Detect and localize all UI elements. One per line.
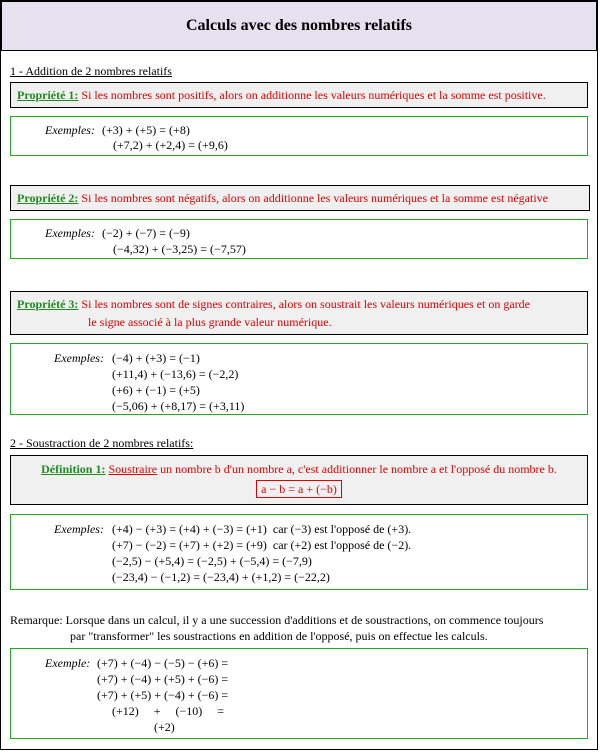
- property-3-text-2: le signe associé à la plus grande valeur numérique.: [88, 315, 332, 329]
- example-1-line-2: (+7,2) + (+2,4) = (+9,6): [113, 138, 228, 152]
- property-2-label: Propriété 2:: [17, 191, 79, 205]
- remark-line-1: Remarque: Lorsque dans un calcul, il y a une succession d'additions et de soustractions, on commence toujours: [10, 613, 544, 627]
- example-5-line-1: (+7) + (−4) − (−5) − (+6) =: [97, 656, 229, 670]
- example-2-line-2: (−4,32) + (−3,25) = (−7,57): [113, 242, 246, 256]
- example-4-line-4: (−23,4) − (−1,2) = (−23,4) + (+1,2) = (−22,2): [112, 570, 330, 584]
- remark: [10, 612, 590, 644]
- property-3-label: Propriété 3:: [17, 297, 79, 311]
- definition-1-label: Définition 1:: [41, 462, 106, 476]
- examples-3-box: [10, 343, 588, 415]
- example-2-line-1: (−2) + (−7) = (−9): [102, 226, 190, 240]
- page-title: Calculs avec des nombres relatifs: [1, 1, 597, 51]
- property-1-box: [10, 82, 588, 108]
- example-1-line-1: (+3) + (+5) = (+8): [102, 123, 190, 137]
- section-2-heading: 2 - Soustraction de 2 nombres relatifs:: [10, 436, 194, 450]
- example-5-line-4: (+12) + (−10) =: [112, 704, 225, 718]
- examples-2-box: [10, 219, 588, 259]
- examples-4-box: [10, 514, 588, 590]
- example-4-line-3: (−2,5) − (+5,4) = (−2,5) + (−5,4) = (−7,9): [112, 554, 312, 568]
- example-4-line-1: (+4) − (+3) = (+4) + (−3) = (+1) car (−3) est l'opposé de (+3).: [112, 522, 412, 536]
- section-1-heading: 1 - Addition de 2 nombres relatifs: [10, 64, 172, 78]
- examples-2-label: Exemples:: [45, 226, 95, 240]
- property-3-box: [10, 291, 588, 335]
- examples-4-label: Exemples:: [54, 522, 104, 536]
- definition-1-formula: a − b = a + (−b): [256, 480, 342, 498]
- example-5-line-2: (+7) + (−4) + (+5) + (−6) =: [97, 672, 229, 686]
- definition-1-keyword: Soustraire: [108, 462, 158, 476]
- example-3-line-3: (+6) + (−1) = (+5): [112, 383, 200, 397]
- example-4-line-2: (+7) − (−2) = (+7) + (+2) = (+9) car (+2) est l'opposé de (−2).: [112, 538, 412, 552]
- examples-1-box: [10, 116, 588, 156]
- property-1-label: Propriété 1:: [17, 88, 79, 102]
- examples-5-label: Exemple:: [45, 656, 91, 670]
- property-3-text-1: Si les nombres sont de signes contraires, alors on soustrait les valeurs numériques et on garde: [78, 297, 530, 311]
- remark-line-2: par "transformer" les soustractions en addition de l'opposé, puis on effectue les calculs.: [70, 629, 488, 643]
- property-1-text: Si les nombres sont positifs, alors on additionne les valeurs numériques et la somme est positive.: [78, 88, 546, 102]
- examples-3-label: Exemples:: [54, 351, 104, 365]
- example-3-line-1: (−4) + (+3) = (−1): [112, 351, 200, 365]
- examples-1-label: Exemples:: [45, 123, 95, 137]
- property-2-box: [10, 185, 590, 211]
- example-3-line-4: (−5,06) + (+8,17) = (+3,11): [112, 399, 245, 413]
- examples-5-box: [10, 648, 588, 739]
- example-5-line-5: (+2): [154, 720, 175, 734]
- example-5-line-3: (+7) + (+5) + (−4) + (−6) =: [97, 688, 229, 702]
- definition-1-text: un nombre b d'un nombre a, c'est additionner le nombre a et l'opposé du nombre b.: [157, 462, 557, 476]
- property-2-text: Si les nombres sont négatifs, alors on additionne les valeurs numériques et la somme est négative: [78, 191, 548, 205]
- example-3-line-2: (+11,4) + (−13,6) = (−2,2): [112, 367, 239, 381]
- definition-1-box: [10, 455, 588, 505]
